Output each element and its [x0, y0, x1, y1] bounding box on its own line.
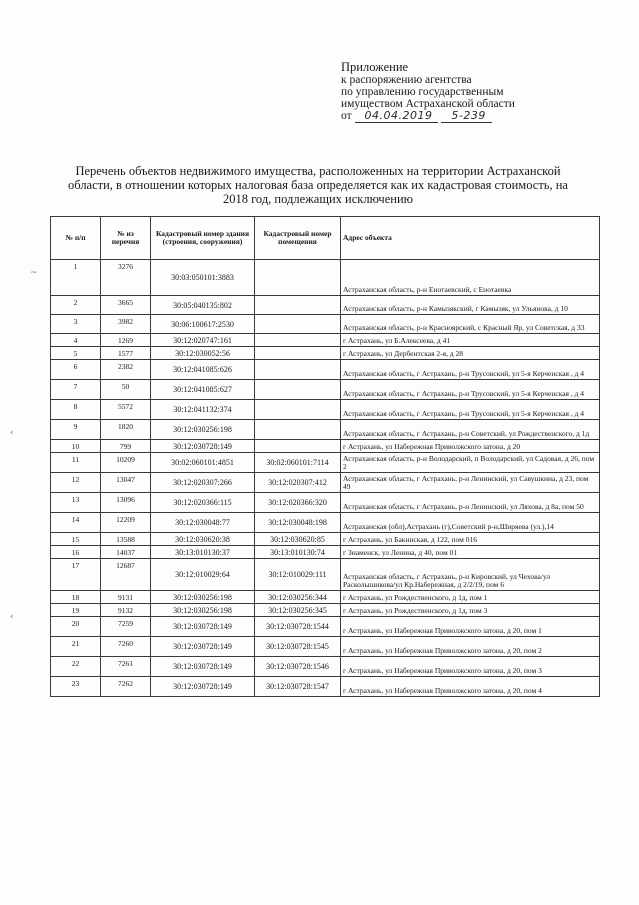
cell-room-cadastral — [255, 347, 341, 360]
header-room-cadastral: Кадастровый номер помещения — [255, 217, 341, 260]
cell-room-cadastral — [255, 440, 341, 453]
cell-number: 5 — [51, 347, 101, 360]
cell-number: 9 — [51, 420, 101, 440]
cell-list-number: 9131 — [101, 591, 151, 604]
cell-address: г Астрахань, ул Б.Алексеева, д 41 — [341, 334, 600, 347]
cell-room-cadastral — [255, 334, 341, 347]
cell-list-number: 13588 — [101, 533, 151, 546]
cell-building-cadastral: 30:12:030256:198 — [151, 591, 255, 604]
heading-line-3: 2018 год, подлежащих исключению — [222, 192, 413, 206]
cell-address: Астраханская область, г Астрахань, р-н Трусовский, ул 5-я Керченская , д 4 — [341, 400, 600, 420]
cell-address: Астраханская область, г Астрахань, р-н Ленинский, ул Савушкина, д 23, пом 49 — [341, 473, 600, 493]
cell-address: Астраханская область, г Астрахань, р-н Трусовский, ул 5-я Керченская , д 4 — [341, 380, 600, 400]
table-row — [51, 677, 600, 697]
cell-room-cadastral: 30:12:030728:1545 — [255, 637, 341, 657]
cell-address: Астраханская область, р-н Володарский, п Володарский, ул Садовая, д 26, пом 2 — [341, 453, 600, 473]
cell-room-cadastral: 30:12:030728:1546 — [255, 657, 341, 677]
table-row — [51, 260, 600, 296]
cell-list-number: 50 — [101, 380, 151, 400]
heading-line-2: области, в отношении которых налоговая база определяется как их кадастровая стоимость, на — [68, 178, 568, 192]
cell-room-cadastral — [255, 420, 341, 440]
cell-list-number: 5572 — [101, 400, 151, 420]
margin-mark: ‹ — [10, 612, 14, 622]
table-row — [51, 604, 600, 617]
table-row — [51, 559, 600, 591]
cell-room-cadastral — [255, 260, 341, 296]
header-building-cadastral: Кадастровый номер здания (строения, сооружения) — [151, 217, 255, 260]
cell-address: г Астрахань, ул Набережная Приволжского затона, д 20, пом 3 — [341, 657, 600, 677]
cell-list-number: 2382 — [101, 360, 151, 380]
cell-list-number: 12209 — [101, 513, 151, 533]
cell-address: Астраханская область, г Астрахань, р-н Кировский, ул Чехова/ул Расколышикова/ул Кр.Набережная, д 2/2/19, пом 6 — [341, 559, 600, 591]
cell-room-cadastral: 30:12:010029:111 — [255, 559, 341, 591]
appendix-line-2: по управлению государственным — [341, 86, 504, 98]
cell-number: 11 — [51, 453, 101, 473]
cell-address: Астраханская область, г Астрахань, р-н Ленинский, ул Ляхова, д 8а, пом 50 — [341, 493, 600, 513]
header-number: № п/п — [51, 217, 101, 260]
cell-building-cadastral: 30:12:030256:198 — [151, 604, 255, 617]
cell-building-cadastral: 30:12:030728:149 — [151, 677, 255, 697]
cell-address: Астраханская область, р-н Камызякский, г Камызяк, ул Ульянова, д 10 — [341, 296, 600, 315]
cell-number: 16 — [51, 546, 101, 559]
table-row — [51, 533, 600, 546]
cell-building-cadastral: 30:12:030620:38 — [151, 533, 255, 546]
cell-building-cadastral: 30:12:030728:149 — [151, 617, 255, 637]
cell-room-cadastral: 30:12:030048:198 — [255, 513, 341, 533]
cell-building-cadastral: 30:12:041132:374 — [151, 400, 255, 420]
cell-room-cadastral: 30:13:010130:74 — [255, 546, 341, 559]
cell-list-number: 3276 — [101, 260, 151, 296]
appendix-date-field — [355, 110, 439, 123]
cell-address: г Астрахань, ул Набережная Приволжского затона, д 20 — [341, 440, 600, 453]
cell-address: Астраханская область, г Астрахань, р-н Трусовский, ул 5-я Керченская , д 4 — [341, 360, 600, 380]
cell-list-number: 1269 — [101, 334, 151, 347]
cell-room-cadastral: 30:12:030256:344 — [255, 591, 341, 604]
appendix-line-1: к распоряжению агентства — [341, 74, 472, 86]
cell-number: 1 — [51, 260, 101, 296]
cell-building-cadastral: 30:12:020747:161 — [151, 334, 255, 347]
cell-number: 13 — [51, 493, 101, 513]
cell-list-number: 12687 — [101, 559, 151, 591]
table-row — [51, 360, 600, 380]
appendix-title: Приложение — [341, 60, 409, 74]
cell-address: Астраханская область, р-н Енотаевский, с Енотаевка — [341, 260, 600, 296]
cell-list-number: 9132 — [101, 604, 151, 617]
cell-room-cadastral — [255, 400, 341, 420]
table-row — [51, 296, 600, 315]
table-body — [51, 260, 600, 697]
cell-number: 7 — [51, 380, 101, 400]
cell-number: 17 — [51, 559, 101, 591]
cell-list-number: 3665 — [101, 296, 151, 315]
cell-list-number: 7262 — [101, 677, 151, 697]
cell-address: г Астрахань, ул Набережная Приволжского затона, д 20, пом 2 — [341, 637, 600, 657]
table-row — [51, 493, 600, 513]
appendix-line-3: имуществом Астраханской области — [341, 98, 515, 110]
table-row — [51, 380, 600, 400]
cell-address: г Астрахань, ул Дербентская 2-я, д 28 — [341, 347, 600, 360]
table-row — [51, 637, 600, 657]
cell-number: 22 — [51, 657, 101, 677]
cell-room-cadastral — [255, 296, 341, 315]
cell-list-number: 13047 — [101, 473, 151, 493]
table-row — [51, 546, 600, 559]
cell-room-cadastral — [255, 380, 341, 400]
cell-number: 6 — [51, 360, 101, 380]
table-row — [51, 591, 600, 604]
table-row — [51, 657, 600, 677]
cell-building-cadastral: 30:12:030728:149 — [151, 637, 255, 657]
cell-list-number: 7261 — [101, 657, 151, 677]
margin-mark: ‹ — [10, 428, 14, 438]
cell-building-cadastral: 30:12:030728:149 — [151, 657, 255, 677]
cell-address: Астраханская область, г Астрахань, р-н Советский, ул Рождественского, д 1д — [341, 420, 600, 440]
margin-mark: ~ — [30, 268, 38, 278]
property-table — [50, 216, 600, 697]
cell-list-number: 14037 — [101, 546, 151, 559]
cell-number: 14 — [51, 513, 101, 533]
header-list-number: № из перечня — [101, 217, 151, 260]
cell-number: 2 — [51, 296, 101, 315]
cell-list-number: 7259 — [101, 617, 151, 637]
cell-number: 3 — [51, 315, 101, 334]
cell-list-number: 10209 — [101, 453, 151, 473]
cell-building-cadastral: 30:02:060101:4851 — [151, 453, 255, 473]
cell-list-number: 1820 — [101, 420, 151, 440]
header-address: Адрес объекта — [341, 217, 600, 260]
cell-room-cadastral: 30:02:060101:7114 — [255, 453, 341, 473]
cell-number: 18 — [51, 591, 101, 604]
cell-list-number: 13096 — [101, 493, 151, 513]
cell-room-cadastral: 30:12:030256:345 — [255, 604, 341, 617]
cell-number: 10 — [51, 440, 101, 453]
cell-room-cadastral: 30:12:030728:1547 — [255, 677, 341, 697]
cell-building-cadastral: 30:12:020307:266 — [151, 473, 255, 493]
cell-number: 19 — [51, 604, 101, 617]
cell-building-cadastral: 30:05:040135:802 — [151, 296, 255, 315]
cell-building-cadastral: 30:03:050101:3883 — [151, 260, 255, 296]
cell-number: 12 — [51, 473, 101, 493]
cell-list-number: 7260 — [101, 637, 151, 657]
cell-building-cadastral: 30:13:010130:37 — [151, 546, 255, 559]
cell-number: 15 — [51, 533, 101, 546]
cell-building-cadastral: 30:12:030728:149 — [151, 440, 255, 453]
table-header-row — [51, 217, 600, 260]
heading-line-1: Перечень объектов недвижимого имущества, расположенных на территории Астраханской — [75, 164, 561, 178]
cell-building-cadastral: 30:12:041085:627 — [151, 380, 255, 400]
appendix-number-field — [441, 110, 491, 123]
cell-number: 4 — [51, 334, 101, 347]
table-row — [51, 347, 600, 360]
cell-number: 21 — [51, 637, 101, 657]
table-row — [51, 420, 600, 440]
cell-address: г Астрахань, ул Бакинская, д 122, пом 016 — [341, 533, 600, 546]
cell-room-cadastral: 30:12:020307:412 — [255, 473, 341, 493]
document-heading — [56, 164, 580, 206]
cell-number: 8 — [51, 400, 101, 420]
cell-address: г Астрахань, ул Набережная Приволжского затона, д 20, пом 1 — [341, 617, 600, 637]
table-row — [51, 453, 600, 473]
cell-room-cadastral: 30:12:030620:85 — [255, 533, 341, 546]
table-row — [51, 334, 600, 347]
table-row — [51, 315, 600, 334]
appendix-date-prefix: от — [341, 110, 352, 122]
cell-address: Астраханская (обл),Астрахань (г),Советский р-н,Ширяева (ул.),14 — [341, 513, 600, 533]
appendix-block — [341, 60, 601, 123]
cell-building-cadastral: 30:12:010029:64 — [151, 559, 255, 591]
cell-address: г Астрахань, ул Набережная Приволжского затона, д 20, пом 4 — [341, 677, 600, 697]
table-row — [51, 400, 600, 420]
cell-room-cadastral — [255, 315, 341, 334]
cell-building-cadastral: 30:06:100617:2530 — [151, 315, 255, 334]
cell-room-cadastral: 30:12:020366:320 — [255, 493, 341, 513]
table-row — [51, 473, 600, 493]
cell-address: г Астрахань, ул Рождественского, д 1д, пом 3 — [341, 604, 600, 617]
cell-number: 20 — [51, 617, 101, 637]
cell-building-cadastral: 30:12:020366:115 — [151, 493, 255, 513]
cell-address: г Знаменск, ул Ленина, д 40, пом 01 — [341, 546, 600, 559]
cell-address: Астраханская область, р-н Красноярский, с Красный Яр, ул Советская, д 33 — [341, 315, 600, 334]
table-row — [51, 513, 600, 533]
appendix-date-row — [341, 110, 601, 123]
cell-address: г Астрахань, ул Рождественского, д 1д, пом 1 — [341, 591, 600, 604]
cell-list-number: 3982 — [101, 315, 151, 334]
cell-room-cadastral: 30:12:030728:1544 — [255, 617, 341, 637]
cell-building-cadastral: 30:12:041085:626 — [151, 360, 255, 380]
cell-room-cadastral — [255, 360, 341, 380]
cell-building-cadastral: 30:12:030048:77 — [151, 513, 255, 533]
appendix-number-value: 5-239 — [451, 109, 486, 122]
cell-building-cadastral: 30:12:030052:56 — [151, 347, 255, 360]
cell-list-number: 799 — [101, 440, 151, 453]
cell-number: 23 — [51, 677, 101, 697]
appendix-date-value: 04.04.2019 — [364, 109, 433, 122]
table-row — [51, 440, 600, 453]
cell-building-cadastral: 30:12:030256:198 — [151, 420, 255, 440]
cell-list-number: 1577 — [101, 347, 151, 360]
table-row — [51, 617, 600, 637]
